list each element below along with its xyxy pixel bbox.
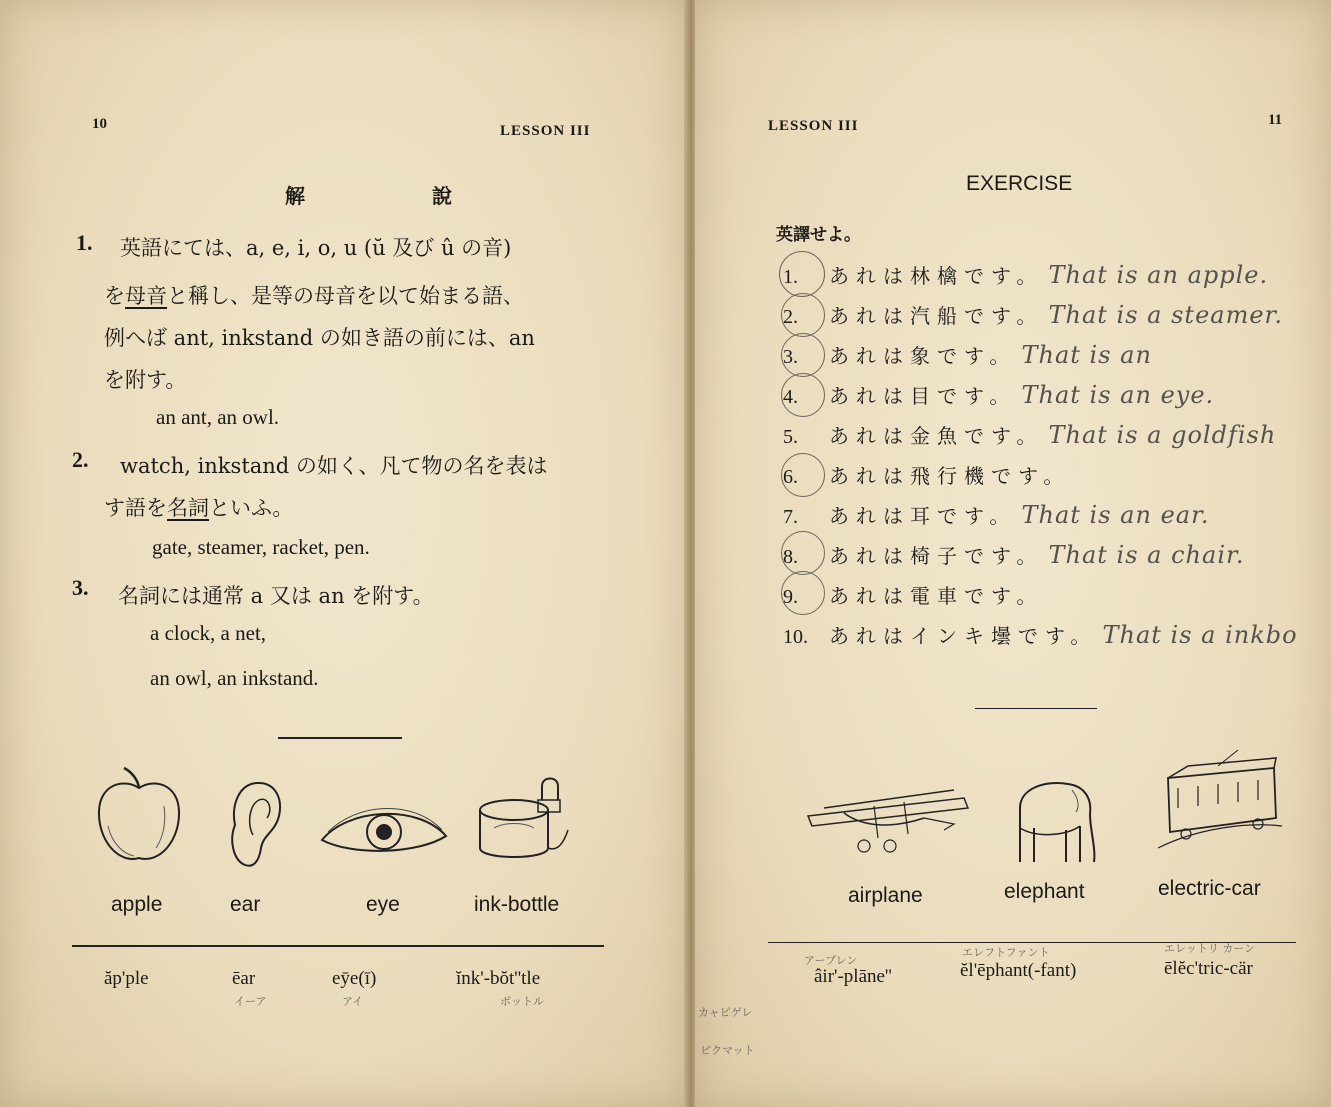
pronunciation: eȳe(ī): [332, 968, 377, 989]
pencil-gloss: ボットル: [500, 995, 544, 1008]
divider: [278, 737, 402, 739]
note-text: 例へば ant, inkstand の如き語の前には、an: [104, 326, 535, 350]
picture-caption: ink-bottle: [474, 893, 560, 916]
exercise-item: 6. あれは飛行機です。: [783, 464, 1071, 488]
note-text: を附す。: [104, 368, 187, 392]
exercise-item: 10. あれはインキ壜です。 That is a inkbo: [783, 621, 1298, 649]
pencil-gloss: イーア: [234, 995, 267, 1008]
example-text: an ant, an owl.: [156, 405, 280, 429]
page-number: 11: [1268, 112, 1283, 128]
exercise-item: 2. あれは汽船です。 That is a steamer.: [783, 301, 1284, 329]
eye-illustration: [318, 800, 450, 860]
note-text: watch, inkstand の如く、凡て物の名を表は: [120, 454, 548, 478]
apple-illustration: [94, 766, 184, 866]
exercise-instruction: 英譯せよ。: [776, 225, 861, 245]
pronunciation: ĭnk'-bŏt''tle: [456, 968, 541, 989]
running-head: LESSON III: [768, 118, 859, 134]
picture-caption: ear: [230, 893, 261, 916]
pronunciation: ĕl'ēphant(-fant): [960, 960, 1077, 981]
pencil-gloss: アープレン: [804, 954, 858, 967]
pencil-gloss: エレフトファント: [962, 946, 1050, 959]
exercise-title: EXERCISE: [966, 172, 1073, 195]
note-number: 3.: [72, 575, 89, 600]
picture-caption: elephant: [1004, 880, 1085, 903]
exercise-item: 3. あれは象です。 That is an: [783, 341, 1152, 369]
margin-note: ピクマット: [700, 1044, 755, 1057]
pencil-gloss: エレットリ カーン: [1164, 942, 1256, 955]
airplane-illustration: [804, 778, 974, 858]
pencil-gloss: アイ: [342, 995, 364, 1008]
picture-caption: apple: [111, 893, 163, 916]
running-head: LESSON III: [500, 123, 591, 139]
note-text: す語を名詞といふ。: [104, 496, 294, 520]
example-text: gate, steamer, racket, pen.: [152, 535, 370, 559]
picture-caption: eye: [366, 893, 400, 916]
example-text: a clock, a net,: [150, 621, 267, 645]
margin-note: カャピゲレ: [698, 1006, 753, 1019]
note-text: を母音と稱し、是等の母音を以て始まる語、: [104, 284, 524, 308]
note-text: 英語にては、a, e, i, o, u (ŭ 及び û の音): [120, 236, 512, 260]
pronunciation: âir'-plāne'': [814, 966, 892, 987]
exercise-item: 7. あれは耳です。 That is an ear.: [783, 501, 1210, 529]
divider: [72, 945, 604, 947]
page-number: 10: [92, 116, 107, 132]
pronunciation: ēar: [232, 968, 256, 989]
pronunciation: ēlĕc'tric-cär: [1164, 958, 1253, 979]
exercise-item: 4. あれは目です。 That is an eye.: [783, 381, 1215, 409]
electric-car-illustration: [1158, 748, 1282, 858]
example-text: an owl, an inkstand.: [150, 666, 319, 690]
note-number: 1.: [76, 230, 93, 255]
ink-bottle-illustration: [474, 772, 574, 868]
exercise-item: 1. あれは林檎です。 That is an apple.: [783, 261, 1269, 289]
ear-illustration: [225, 780, 285, 870]
picture-caption: airplane: [848, 884, 923, 907]
exercise-item: 5. あれは金魚です。 That is a goldfish: [783, 421, 1277, 449]
picture-caption: electric-car: [1158, 877, 1261, 900]
elephant-illustration: [1006, 768, 1102, 868]
note-number: 2.: [72, 447, 89, 472]
divider: [975, 708, 1097, 709]
pronunciation: ăp'ple: [104, 968, 149, 989]
section-heading: 解 說: [285, 184, 512, 208]
note-text: 名詞には通常 a 又は an を附す。: [118, 584, 434, 608]
exercise-item: 9. あれは電車です。: [783, 584, 1044, 608]
exercise-item: 8. あれは椅子です。 That is a chair.: [783, 541, 1245, 569]
